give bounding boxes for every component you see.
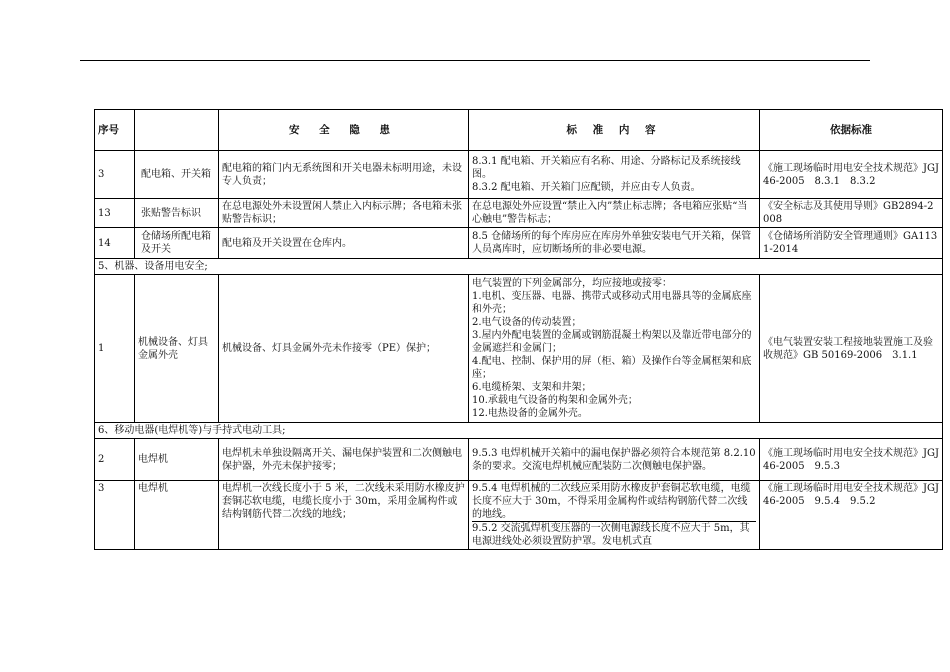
row-basis: 《安全标志及其使用导则》GB2894-2008: [760, 199, 943, 228]
row-no: 14: [95, 228, 135, 259]
row-hazard: 电焊机未单独设隔离开关、漏电保护装置和二次侧触电保护器，外壳未保护接零；: [219, 439, 469, 481]
section-row: [95, 423, 943, 439]
content-line: 3.屋内外配电装置的金属或钢筋混凝土构架以及靠近带电部分的金属遮拦和金属门；: [472, 330, 752, 354]
header-hazard: 安 全 隐 患: [219, 110, 469, 151]
content-line: 8.3.1 配电箱、开关箱应有名称、用途、分路标记及系统接线图。: [472, 156, 741, 180]
content-line: 6.电缆桥架、支架和井架；: [472, 382, 592, 393]
row-content: [469, 228, 760, 259]
row-content: [469, 199, 760, 228]
section-title: 6、移动电器(电焊机等)与手持式电动工具;: [95, 423, 943, 439]
table-header: [95, 110, 943, 151]
content-line: 电气装置的下列金属部分，均应接地或接零：: [472, 278, 672, 289]
content-line: 1.电机、变压器、电器、携带式或移动式用电器具等的金属底座和外壳；: [472, 291, 752, 315]
content-line: 4.配电、控制、保护用的屏（柜、箱）及操作台等金属框架和底座；: [472, 356, 752, 380]
row-no: 2: [95, 439, 135, 481]
row-item: 电焊机: [135, 481, 219, 550]
row-no: 1: [95, 275, 135, 423]
row-basis: 《施工现场临时用电安全技术规范》JGJ46-2005 8.3.1 8.3.2: [760, 151, 943, 199]
content-line: 12.电热设备的金属外壳。: [472, 408, 588, 419]
table-row: [95, 481, 943, 550]
content-line: 2.电气设备的传动装置；: [472, 317, 582, 328]
content-line: 9.5.4 电焊机械的二次线应采用防水橡皮护套铜芯软电缆，电缆长度不应大于 30m，不得采用金属构件或结构钢筋代替二次线的地线。: [472, 482, 756, 522]
row-hazard: 配电箱及开关设置在仓库内。: [219, 228, 469, 259]
table-row: [95, 199, 943, 228]
section-row: [95, 259, 943, 275]
content-line: 9.5.2 交流弧焊机变压器的一次侧电源线长度不应大于 5m，其电源进线处必须设置防护罩。发电机式直: [472, 523, 750, 547]
hazard-standards-table: [94, 109, 942, 550]
table-row: [95, 439, 943, 481]
row-hazard: 电焊机一次线长度小于 5 米，二次线未采用防水橡皮护套铜芯软电缆，电缆长度小于 30m，采用金属构件或结构钢筋代替二次线的地线；: [219, 481, 469, 550]
row-no: 3: [95, 481, 135, 550]
section-title: 5、机器、设备用电安全;: [95, 259, 943, 275]
top-rule: [80, 60, 870, 61]
row-basis: 《仓储场所消防安全管理通则》GA1131-2014: [760, 228, 943, 259]
content-line: 8.3.2 配电箱、开关箱门应配锁，并应由专人负责。: [472, 182, 701, 193]
row-basis: 《电气装置安装工程接地装置施工及验收规范》GB 50169-2006 3.1.1: [760, 275, 943, 423]
content-line: 9.5.3 电焊机械开关箱中的漏电保护器必须符合本规范第 8.2.10 条的要求。交流电焊机械应配装防二次侧触电保护器。: [472, 447, 756, 472]
row-hazard: 在总电源处外未设置闲人禁止入内标示牌；各电箱未张贴警告标识；: [219, 199, 469, 228]
content-line: 在总电源处外应设置“禁止入内”禁止标志牌；各电箱应张贴“当心触电”警告标志；: [472, 201, 748, 225]
content-line: 8.5 仓储场所的每个库房应在库房外单独安装电气开关箱，保管人员离库时，应切断场所的非必要电源。: [472, 231, 752, 255]
table-row: [95, 228, 943, 259]
content-line: 10.承载电气设备的构架和金属外壳；: [472, 395, 638, 406]
header-no: 序号: [95, 110, 135, 151]
row-content: [469, 275, 760, 423]
row-hazard: 机械设备、灯具金属外壳未作接零（PE）保护；: [219, 275, 469, 423]
header-content: 标 准 内 容: [469, 110, 760, 151]
row-content: [469, 151, 760, 199]
row-basis: 《施工现场临时用电安全技术规范》JGJ46-2005 9.5.3: [760, 439, 943, 481]
header-basis: 依据标准: [760, 110, 943, 151]
row-hazard: 配电箱的箱门内无系统图和开关电器未标明用途，未设专人负责；: [219, 151, 469, 199]
row-item: 仓储场所配电箱及开关: [135, 228, 219, 259]
row-item: 配电箱、开关箱: [135, 151, 219, 199]
row-item: 电焊机: [135, 439, 219, 481]
row-content: [469, 439, 760, 481]
row-basis: 《施工现场临时用电安全技术规范》JGJ46-2005 9.5.4 9.5.2: [760, 481, 943, 550]
row-no: 3: [95, 151, 135, 199]
row-content: [469, 481, 760, 550]
row-item: 机械设备、灯具金属外壳: [135, 275, 219, 423]
row-no: 13: [95, 199, 135, 228]
table-row: [95, 275, 943, 423]
header-blank: [135, 110, 219, 151]
row-item: 张贴警告标识: [135, 199, 219, 228]
table-row: [95, 151, 943, 199]
